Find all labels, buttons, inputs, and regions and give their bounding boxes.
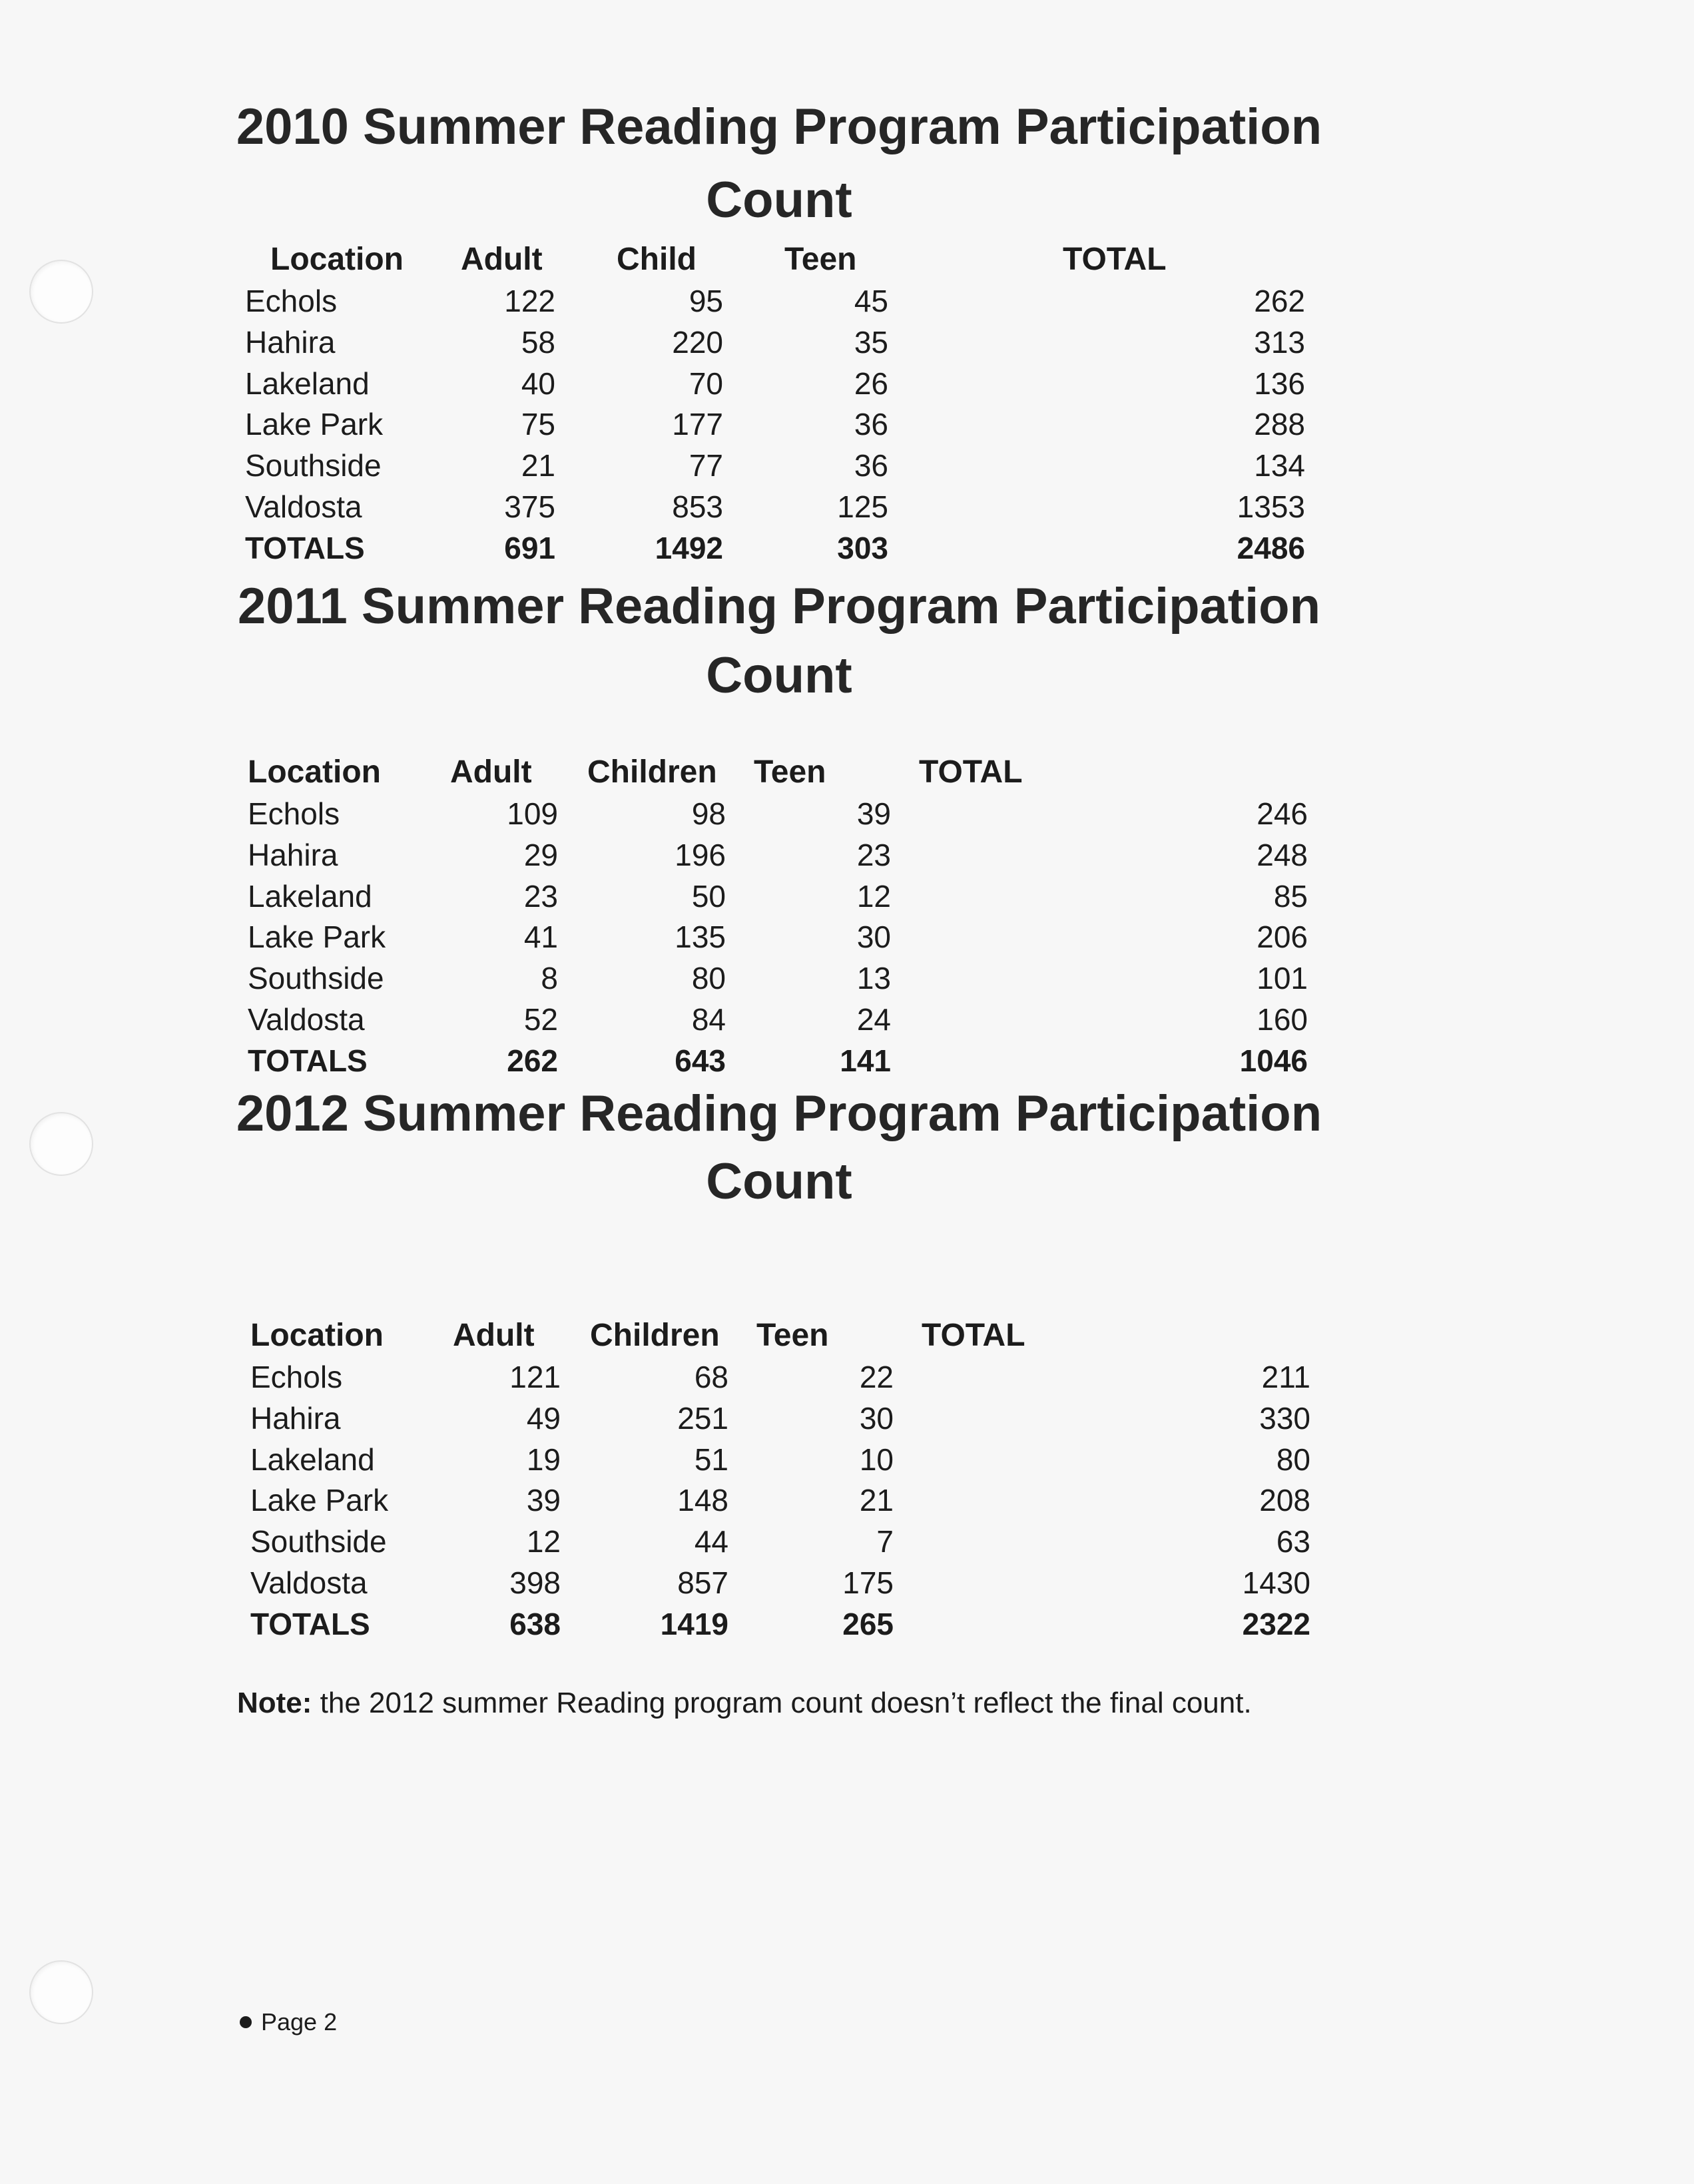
child-cell: 84 <box>691 1002 726 1037</box>
totals-child-cell: 1492 <box>655 530 723 565</box>
column-header: Teen <box>784 242 857 277</box>
teen-cell: 26 <box>854 366 888 401</box>
adult-cell: 121 <box>509 1360 561 1394</box>
column-header: Location <box>248 754 381 790</box>
teen-cell: 23 <box>856 837 891 872</box>
location-cell: Valdosta <box>245 489 362 524</box>
teen-cell: 45 <box>854 284 888 318</box>
child-cell: 95 <box>689 284 723 318</box>
table-title: 2011 Summer Reading Program Participation <box>237 578 1321 635</box>
child-cell: 44 <box>694 1524 728 1559</box>
child-cell: 220 <box>672 324 723 360</box>
teen-cell: 36 <box>854 448 888 483</box>
column-header: Adult <box>453 1318 535 1353</box>
totals-child-cell: 1419 <box>660 1606 728 1641</box>
adult-cell: 29 <box>523 837 558 872</box>
teen-cell: 21 <box>859 1483 894 1518</box>
column-header: Adult <box>450 754 532 790</box>
child-cell: 80 <box>691 961 726 996</box>
adult-cell: 109 <box>507 796 558 831</box>
totals-teen-cell: 303 <box>837 530 888 565</box>
punch-hole <box>29 260 93 324</box>
total-cell: 246 <box>1257 796 1308 831</box>
location-cell: Southside <box>248 961 384 996</box>
location-cell: Echols <box>248 796 340 831</box>
child-cell: 853 <box>672 489 723 524</box>
location-cell: Valdosta <box>248 1002 365 1037</box>
column-header: Location <box>270 242 404 277</box>
teen-cell: 22 <box>859 1360 894 1394</box>
child-cell: 251 <box>677 1400 728 1436</box>
totals-teen-cell: 141 <box>840 1043 891 1078</box>
adult-cell: 52 <box>523 1002 558 1037</box>
child-cell: 177 <box>672 407 723 442</box>
totals-label: TOTALS <box>250 1606 370 1641</box>
adult-cell: 39 <box>526 1483 561 1518</box>
teen-cell: 7 <box>876 1524 894 1559</box>
adult-cell: 12 <box>526 1524 561 1559</box>
total-cell: 134 <box>1254 448 1305 483</box>
total-cell: 160 <box>1257 1002 1308 1037</box>
note <box>237 1683 1252 1723</box>
adult-cell: 40 <box>521 366 555 401</box>
totals-total-cell: 2486 <box>1237 530 1305 565</box>
adult-cell: 122 <box>504 284 555 318</box>
note-label: Note: <box>237 1687 312 1719</box>
column-header: Teen <box>754 754 826 790</box>
totals-label: TOTALS <box>245 530 365 565</box>
total-cell: 63 <box>1276 1524 1310 1559</box>
location-cell: Valdosta <box>250 1565 368 1600</box>
table-title-line2: Count <box>706 647 852 704</box>
child-cell: 50 <box>691 878 726 914</box>
location-cell: Lake Park <box>245 407 384 442</box>
child-cell: 148 <box>677 1483 728 1518</box>
child-cell: 98 <box>691 796 726 831</box>
total-cell: 262 <box>1254 284 1305 318</box>
adult-cell: 375 <box>504 489 555 524</box>
totals-teen-cell: 265 <box>842 1606 894 1641</box>
adult-cell: 8 <box>541 961 558 996</box>
teen-cell: 24 <box>856 1002 891 1037</box>
child-cell: 135 <box>675 920 726 955</box>
table-title-line2: Count <box>706 172 852 228</box>
location-cell: Lake Park <box>248 920 386 955</box>
adult-cell: 398 <box>509 1565 561 1600</box>
totals-label: TOTALS <box>248 1043 368 1078</box>
note-text: the 2012 summer Reading program count doesn’t reflect the final count. <box>312 1687 1252 1719</box>
location-cell: Hahira <box>250 1400 341 1436</box>
totals-adult-cell: 638 <box>509 1606 561 1641</box>
totals-total-cell: 2322 <box>1242 1606 1310 1641</box>
total-cell: 208 <box>1259 1483 1310 1518</box>
total-cell: 248 <box>1257 837 1308 872</box>
child-cell: 196 <box>675 837 726 872</box>
teen-cell: 13 <box>856 961 891 996</box>
column-header: TOTAL <box>1063 242 1167 277</box>
column-header: Location <box>250 1318 384 1353</box>
punch-hole <box>29 1960 93 2024</box>
page-number: Page 2 <box>261 2008 338 2036</box>
location-cell: Echols <box>250 1360 343 1394</box>
totals-total-cell: 1046 <box>1239 1043 1308 1078</box>
location-cell: Lakeland <box>250 1442 375 1477</box>
totals-child-cell: 643 <box>675 1043 726 1078</box>
total-cell: 211 <box>1261 1360 1310 1394</box>
child-cell: 70 <box>689 366 723 401</box>
adult-cell: 23 <box>523 878 558 914</box>
total-cell: 1430 <box>1242 1565 1310 1600</box>
location-cell: Southside <box>245 448 382 483</box>
column-header: Adult <box>461 242 543 277</box>
adult-cell: 49 <box>526 1400 561 1436</box>
column-header: TOTAL <box>922 1318 1025 1353</box>
adult-cell: 75 <box>521 407 555 442</box>
total-cell: 1353 <box>1237 489 1305 524</box>
teen-cell: 39 <box>856 796 891 831</box>
location-cell: Southside <box>250 1524 387 1559</box>
total-cell: 136 <box>1254 366 1305 401</box>
adult-cell: 41 <box>523 920 558 955</box>
teen-cell: 35 <box>854 324 888 360</box>
totals-adult-cell: 262 <box>507 1043 558 1078</box>
column-header: Children <box>590 1318 720 1353</box>
totals-adult-cell: 691 <box>504 530 555 565</box>
child-cell: 77 <box>689 448 723 483</box>
teen-cell: 30 <box>859 1400 894 1436</box>
column-header: Teen <box>756 1318 829 1353</box>
adult-cell: 19 <box>526 1442 561 1477</box>
teen-cell: 125 <box>837 489 888 524</box>
adult-cell: 21 <box>521 448 555 483</box>
total-cell: 85 <box>1273 878 1308 914</box>
child-cell: 68 <box>694 1360 728 1394</box>
teen-cell: 175 <box>842 1565 894 1600</box>
total-cell: 330 <box>1259 1400 1310 1436</box>
location-cell: Lakeland <box>245 366 370 401</box>
teen-cell: 12 <box>856 878 891 914</box>
location-cell: Hahira <box>248 837 338 872</box>
teen-cell: 30 <box>856 920 891 955</box>
column-header: Children <box>587 754 717 790</box>
teen-cell: 36 <box>854 407 888 442</box>
total-cell: 288 <box>1254 407 1305 442</box>
column-header: TOTAL <box>919 754 1023 790</box>
location-cell: Hahira <box>245 324 336 360</box>
child-cell: 51 <box>694 1442 728 1477</box>
total-cell: 80 <box>1276 1442 1310 1477</box>
column-header: Child <box>617 242 697 277</box>
bullet-icon <box>240 2016 252 2028</box>
table-title: 2010 Summer Reading Program Participation <box>236 99 1322 155</box>
location-cell: Lake Park <box>250 1483 389 1518</box>
page-footer <box>240 2006 337 2039</box>
child-cell: 857 <box>677 1565 728 1600</box>
table-title: 2012 Summer Reading Program Participation <box>236 1085 1322 1142</box>
teen-cell: 10 <box>859 1442 894 1477</box>
adult-cell: 58 <box>521 324 555 360</box>
location-cell: Lakeland <box>248 878 372 914</box>
total-cell: 313 <box>1254 324 1305 360</box>
table-title-line2: Count <box>706 1153 852 1210</box>
total-cell: 206 <box>1257 920 1308 955</box>
total-cell: 101 <box>1257 961 1308 996</box>
location-cell: Echols <box>245 284 338 318</box>
punch-hole <box>29 1112 93 1176</box>
